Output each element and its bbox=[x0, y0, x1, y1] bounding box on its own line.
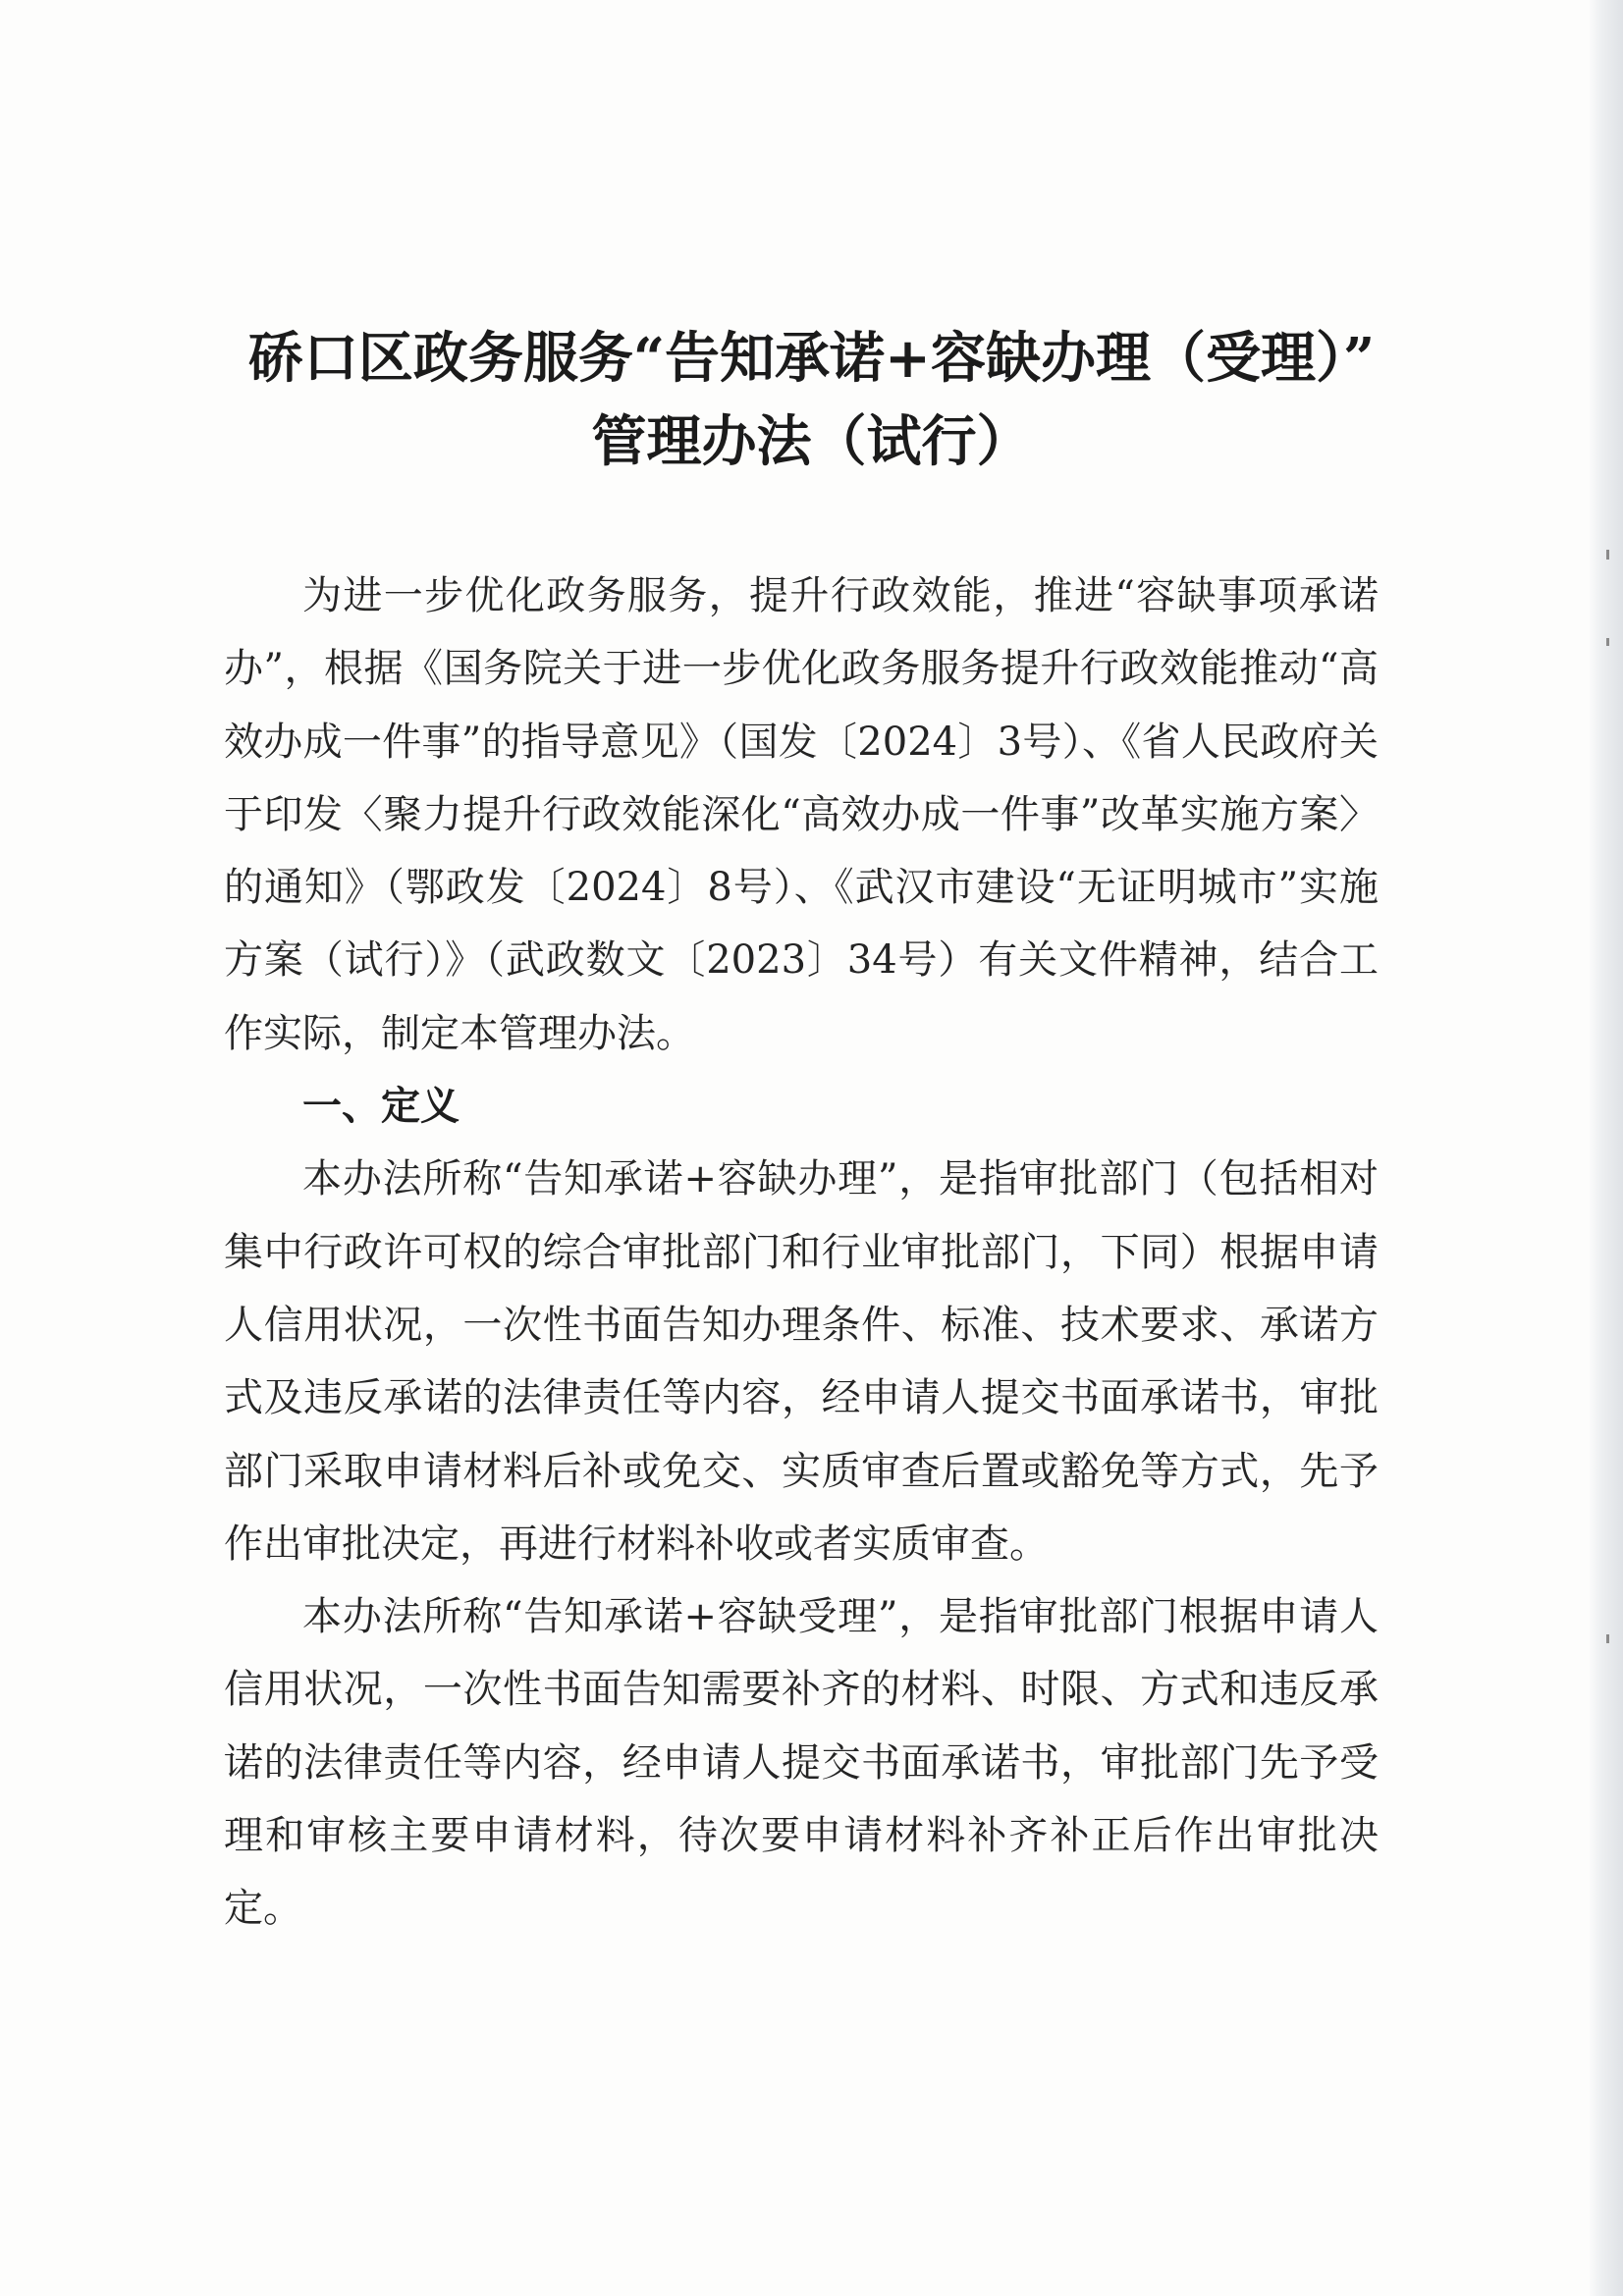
scan-mark bbox=[1606, 1634, 1609, 1643]
intro-paragraph: 为进一步优化政务服务，提升行政效能，推进“容缺事项承诺办”，根据《国务院关于进一步优化政务服务提升行政效能推动“高效办成一件事”的指导意见》（国发〔2024〕3号）、《省人民政府关于印发〈聚力提升行政效能深化“高效办成一件事”改革实施方案〉的通知》（鄂政发〔2024〕8号）、《武汉市建设“无证明城市”实施方案（试行）》（武政数文〔2023〕34号）有关文件精神，结合工作实际，制定本管理办法。 bbox=[224, 573, 1379, 1056]
scan-mark bbox=[1606, 550, 1609, 560]
document-title-line-2: 管理办法（试行） bbox=[591, 409, 1032, 474]
document-body bbox=[224, 560, 1379, 1946]
definition-paragraph-handling: 本办法所称“告知承诺+容缺办理”，是指审批部门（包括相对集中行政许可权的综合审批部门和行业审批部门，下同）根据申请人信用状况，一次性书面告知办理条件、标准、技术要求、承诺方式及违反承诺的法律责任等内容，经申请人提交书面承诺书，审批部门采取申请材料后补或免交、实质审查后置或豁免等方式，先予作出审批决定，再进行材料补收或者实质审查。 bbox=[224, 1156, 1379, 1567]
section-heading-definition: 一、定义 bbox=[302, 1084, 460, 1130]
definition-paragraph-acceptance: 本办法所称“告知承诺+容缺受理”，是指审批部门根据申请人信用状况，一次性书面告知需要补齐的材料、时限、方式和违反承诺的法律责任等内容，经申请人提交书面承诺书，审批部门先予受理和审核主要申请材料，待次要申请材料补齐补正后作出审批决定。 bbox=[224, 1594, 1379, 1932]
document-title-line-1: 硚口区政务服务“告知承诺+容缺办理（受理）” bbox=[247, 326, 1376, 391]
scan-mark bbox=[1606, 638, 1609, 646]
scan-edge-shadow bbox=[1590, 0, 1623, 2296]
